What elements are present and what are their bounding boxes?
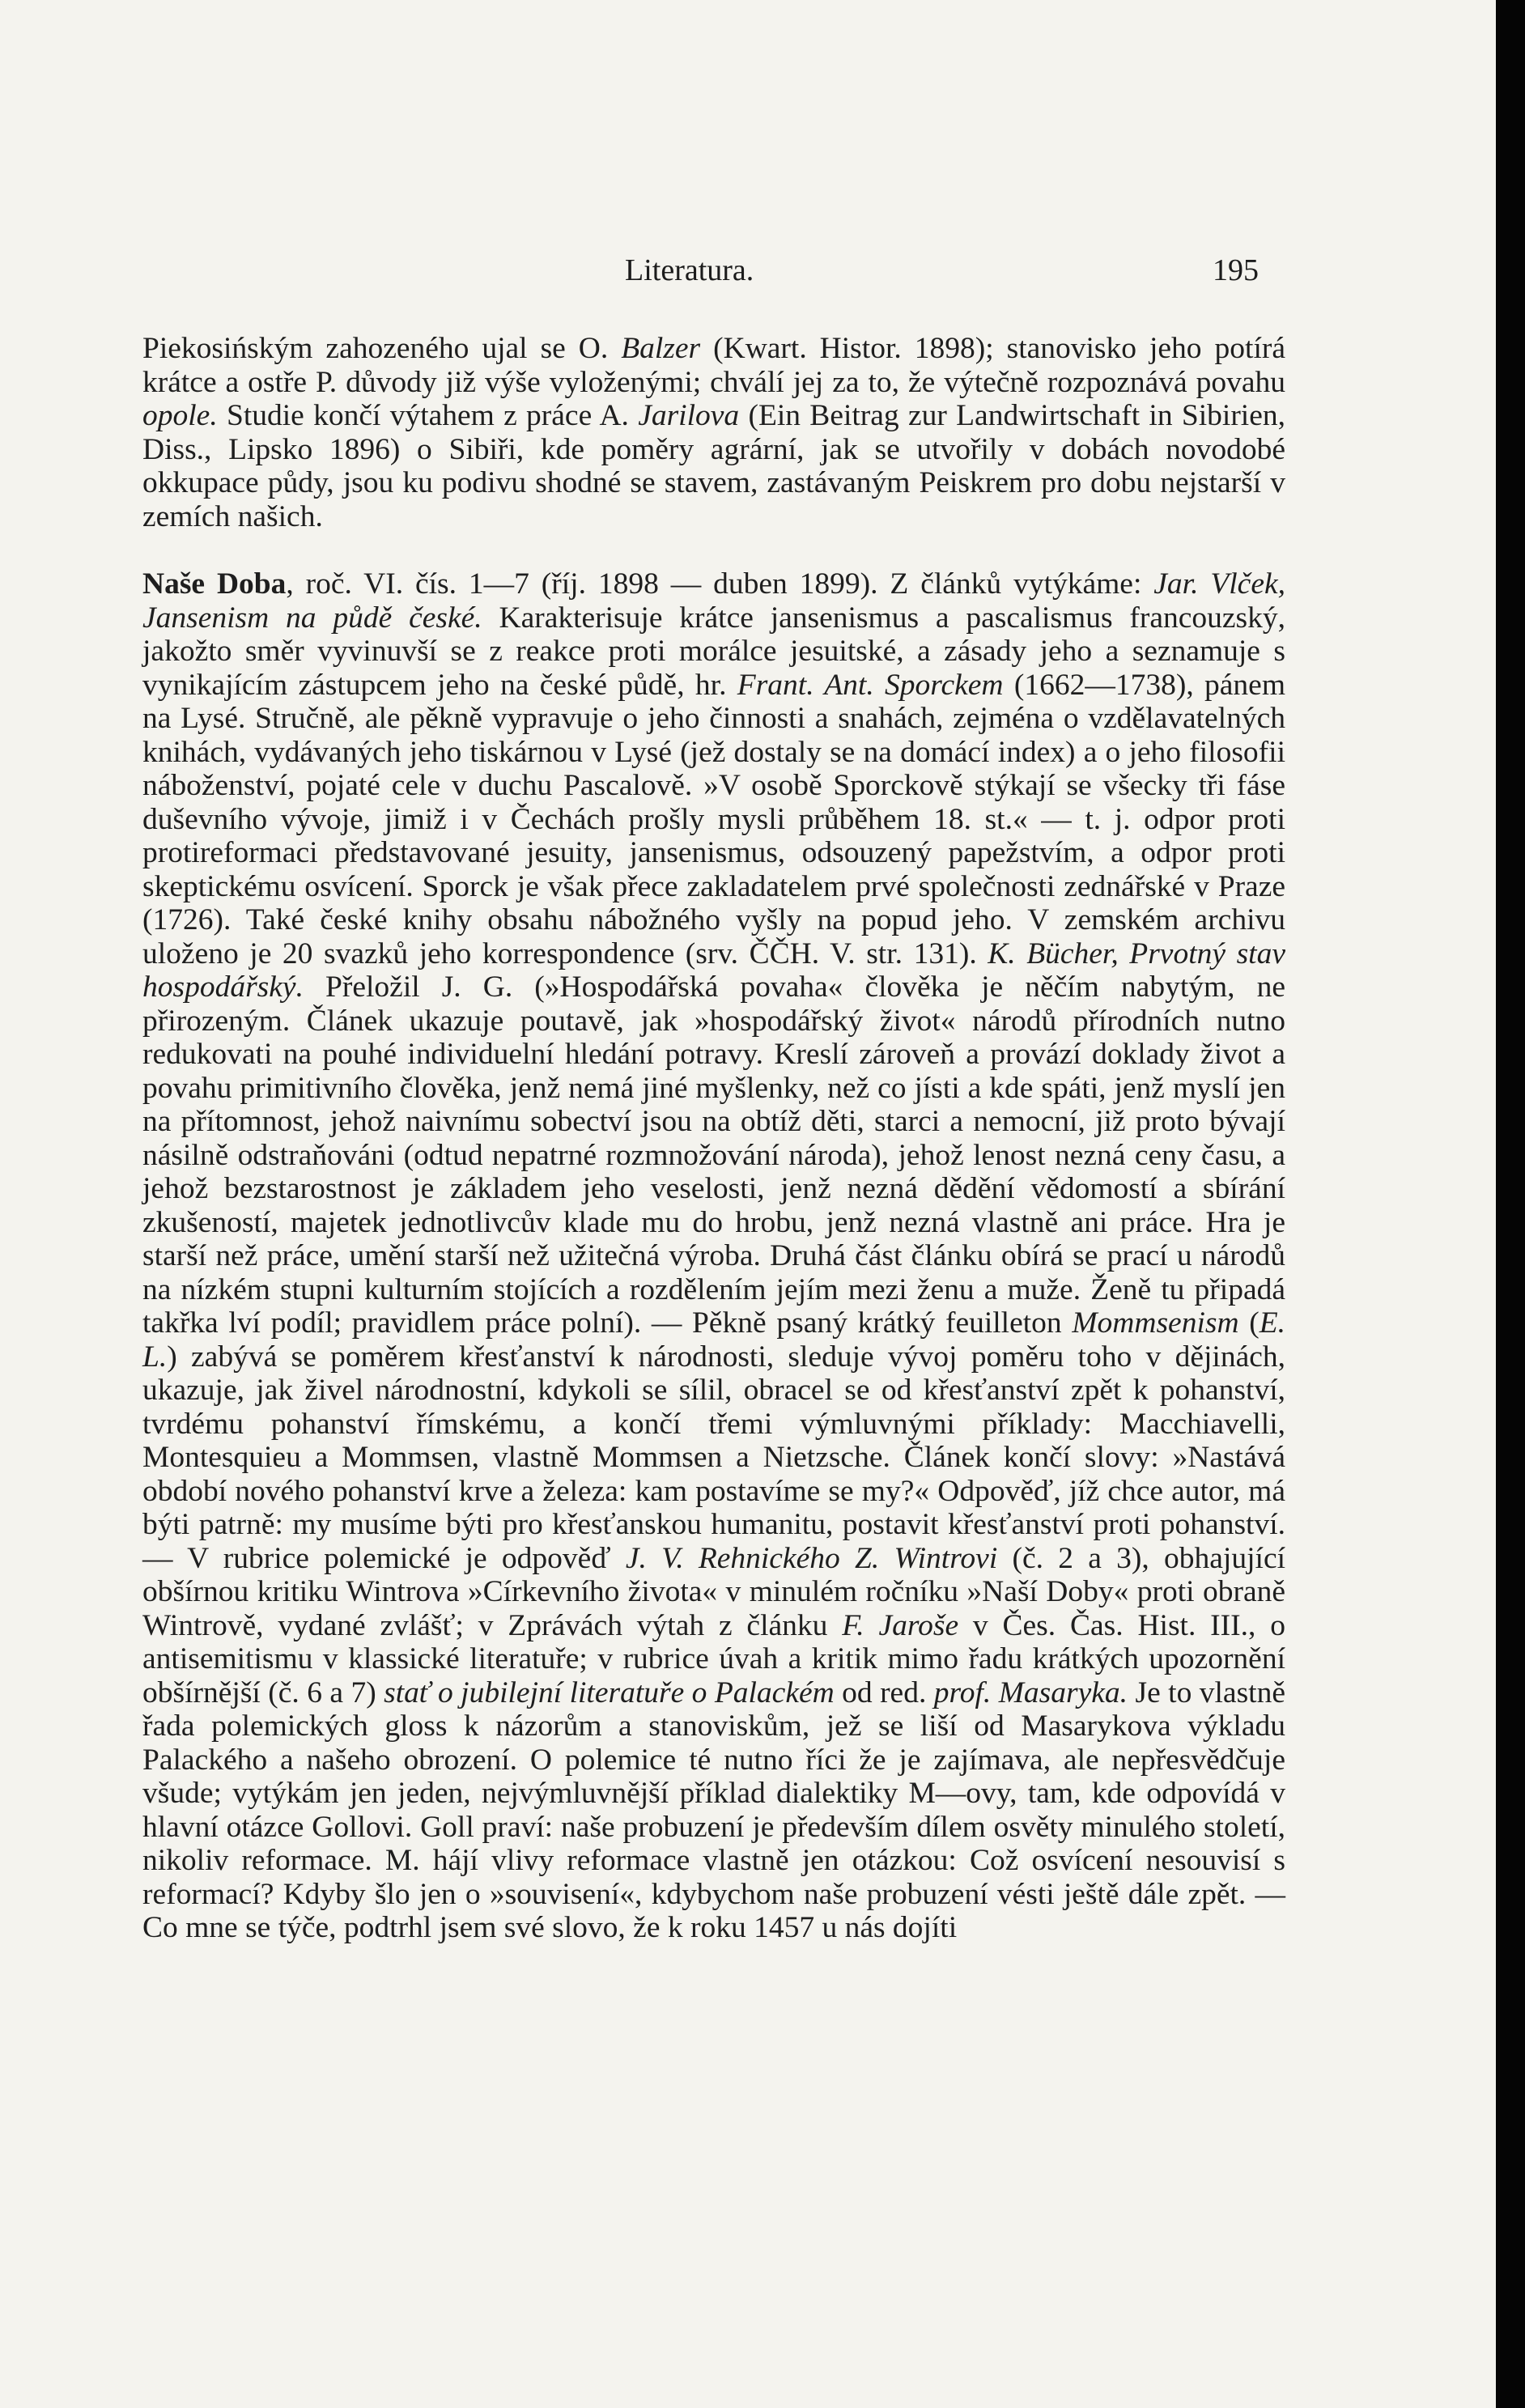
page-number: 195 — [1213, 253, 1259, 287]
text-run: ( — [1238, 1306, 1260, 1340]
italic-run: Jarilova — [638, 399, 740, 432]
journal-title: Naše Doba — [142, 567, 287, 601]
text-run: Je to vlastně řada polemických gloss k názorům a stanoviskům, jež se liší od Masarykova výkladu Palackého a našeho obrození. O polemice té nutno říci že je zajímava, ale nepřesvědčuje všude; vytýkám jen jeden, nejvýmluvnější příklad dialektiky M—ovy, tam, kde odpovídá v hlavní otázce Gollovi. Goll praví: naše probuzení je především dílem osvěty minulého století, nikoliv reformace. M. hájí vlivy reformace vlastně jen otázkou: Což osvícení nesouvisí s reformací? Kdyby šlo jen o »souvisení«, kdybychom naše probuzení vésti ještě dále zpět. — Co mne se týče, podtrhl jsem své slovo, že k roku 1457 u nás dojíti — [142, 1675, 1285, 1944]
italic-run: J. V. Rehnického Z. Wintrovi — [625, 1541, 998, 1575]
text-run: ) zabývá se poměrem křesťanství k národnosti, sleduje vývoj poměru toho v dějinách, ukazuje, jak živel národnostní, kdykoli se sílil, obracel se od křesťanství zpět k pohanství, tvrdému pohanství římskému, a končí třemi výmluvnými příklady: Macchiavelli, Montesquieu a Mommsen, vlastně Mommsen a Nietzsche. Článek končí slovy: »Nastává období nového pohanství krve a železa: kam postavíme se my?« Odpověď, jíž chce autor, má býti patrně: my musíme býti pro křesťanskou humanitu, postavit křesťanství proti pohanství. — V rubrice polemické je odpověď — [142, 1340, 1285, 1575]
text-run: , roč. VI. čís. 1—7 (říj. 1898 — duben 1899). Z článků vytýkáme: — [286, 567, 1154, 601]
running-header — [0, 253, 1496, 301]
italic-run: Frant. Ant. Sporckem — [737, 668, 1004, 702]
italic-run: opole. — [142, 399, 218, 432]
italic-run: Mommsenism — [1072, 1306, 1239, 1340]
text-run: v Čes. Čas. Hist. III., o antisemitismu v klassické literatuře; v rubrice úvah a kritik mimo řadu krátkých upozornění obšírnější (č. 6 a 7) — [142, 1608, 1285, 1709]
text-run: od red. — [834, 1675, 934, 1709]
text-run: (Ein Beitrag zur Landwirtschaft in Sibirien, Diss., Lipsko 1896) o Sibiři, kde poměry agrární, jak se utvořily v dobách novodobé okkupace půdy, jsou ku podivu shodné se stavem, zastávaným Peiskrem pro dobu nejstarší v zemích našich. — [142, 399, 1285, 533]
paragraph-2 — [142, 567, 1285, 1945]
scan-border — [1496, 0, 1525, 2408]
text-run: Přeložil J. G. (»Hospodářská povaha« člověka je něčím nabytým, ne přirozeným. Článek ukazuje poutavě, jak »hospodářský život« národů přírodních nutno redukovati na pouhé individuelní hledání potravy. Kreslí zároveň a provází doklady život a povahu primitivního člověka, jenž nemá jiné myšlenky, než co jísti a kde spáti, jenž myslí jen na přítomnost, jehož naivnímu sobectví jsou na obtíž děti, starci a nemocní, již proto bývají násilně odstraňováni (odtud nepatrné rozmnožování národa), jehož lenost nezná ceny času, a jehož bezstarostnost je základem jeho veselosti, jenž nezná dědění vědomostí a sbírání zkušeností, majetek jednotlivcův klade mu do hrobu, jenž nezná vlastně ani práce. Hra je starší než práce, umění starší než užitečná výroba. Druhá část článku obírá se prací u národů na nízkém stupni kulturním stojících a rozdělením jejím mezi ženu a muže. Ženě tu připadá takřka lví podíl; pravidlem práce polní). — Pěkně psaný krátký feuilleton — [142, 970, 1285, 1340]
body-text — [142, 332, 1285, 1945]
text-run: Karakterisuje krátce jansenismus a pascalismus francouzský, jakožto směr vyvinuvší se z reakce proti morálce jesuitské, a zásady jeho a seznamuje s vynikajícím zástupcem jeho na české půdě, hr. — [142, 601, 1286, 702]
italic-run: stať o jubilejní literatuře o Palackém — [384, 1675, 835, 1709]
italic-run: Jar. Vlček, Jansenism na půdě české. — [142, 567, 1285, 635]
italic-run: prof. Masaryka. — [933, 1675, 1128, 1709]
italic-run: F. Jaroše — [842, 1608, 959, 1642]
paragraph-1 — [142, 332, 1285, 533]
italic-run: E. L. — [142, 1306, 1285, 1374]
text-run: Piekosińským zahozeného ujal se O. — [142, 332, 622, 365]
italic-run: K. Bücher, Prvotný stav hospodářský. — [142, 936, 1285, 1004]
text-run: (č. 2 a 3), obhajující obšírnou kritiku Wintrova »Církevního života« v minulém ročníku »Naší Doby« proti obraně Wintrově, vydané zvlášť; v Zprávách výtah z článku — [142, 1541, 1286, 1642]
italic-run: Balzer — [621, 332, 701, 365]
header-title: Literatura. — [625, 253, 754, 287]
text-run: (Kwart. Histor. 1898); stanovisko jeho potírá krátce a ostře P. důvody již výše vyloženými; chválí jej za to, že výtečně rozpoznává povahu — [142, 332, 1286, 399]
text-run: (1662—1738), pánem na Lysé. Stručně, ale pěkně vypravuje o jeho činnosti a snahách, zejména o vzdělavatelných knihách, vydávaných jeho tiskárnou v Lysé (jež dostaly se na domácí index) a o jeho filosofii náboženství, pojaté cele v duchu Pascalově. »V osobě Sporckově stýkají se všecky tři fáse duševního vývoje, jimiž i v Čechách prošly mysli průběhem 18. st.« — t. j. odpor proti protireformaci představované jesuity, jansenismus, odsouzený papežstvím, a odpor proti skeptickému osvícení. Sporck je však přece zakladatelem prvé společnosti zednářské v Praze (1726). Také české knihy obsahu nábožného vyšly na popud jeho. V zemském archivu uloženo je 20 svazků jeho korrespondence (srv. ČČH. V. str. 131). — [142, 668, 1285, 970]
text-run: Studie končí výtahem z práce A. — [217, 399, 639, 432]
